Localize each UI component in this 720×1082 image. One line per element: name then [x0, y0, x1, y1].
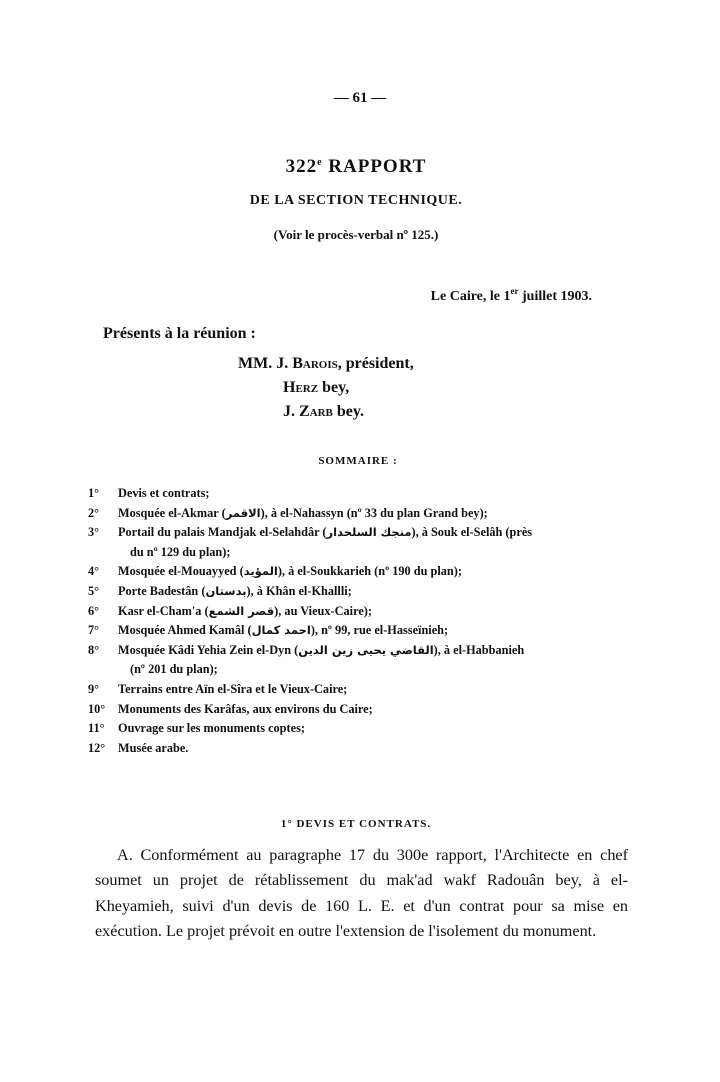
summary-item-text: Mosquée el-Akmar ( [118, 505, 226, 520]
summary-item-text-after: ), nº 99, rue el-Hasseïnieh; [310, 623, 449, 638]
sommaire-heading: SOMMAIRE : [318, 455, 398, 467]
summary-item-arabic: قصر الشمع [208, 603, 275, 618]
summary-item-text: Devis et contrats; [118, 486, 210, 500]
summary-item-text-after: ), à Souk el-Selâh (près [411, 525, 533, 540]
summary-item-text: Mosquée Kâdi Yehia Zein el-Dyn ( [118, 642, 299, 657]
summary-item-text: Porte Badestân ( [118, 583, 206, 598]
presents-label: Présents à la réunion : [103, 325, 256, 342]
summary-item [88, 641, 688, 661]
summary-item-number: 8° [88, 642, 100, 657]
date-line [431, 286, 592, 305]
summary-item [88, 602, 688, 622]
date-before: Le Caire, le 1 [430, 289, 511, 304]
summary-item-number: 9° [88, 681, 100, 696]
summary-item [88, 582, 688, 602]
summary-item-continuation: du nº 129 du plan); [130, 544, 231, 559]
summary-item-text-after: ), à el-Soukkarieh (nº 190 du plan); [277, 564, 462, 579]
summary-item-arabic: احمد كمال [251, 623, 311, 638]
summary-item [88, 523, 688, 543]
member-line [238, 376, 414, 400]
member-name: Herz [283, 379, 319, 396]
proces-verbal-reference: (Voir le procès-verbal nº 125.) [273, 227, 439, 242]
report-number-suffix: e [317, 157, 323, 168]
report-subtitle: DE LA SECTION TECHNIQUE. [249, 193, 463, 208]
section-heading: 1° DEVIS ET CONTRATS. [280, 818, 432, 830]
member-suffix: bey. [332, 403, 365, 420]
summary-item [88, 719, 688, 739]
summary-item-number: 6° [88, 603, 100, 618]
summary-item-number: 1° [88, 486, 100, 500]
date-sup: er [510, 286, 519, 296]
summary-item-text-after: ), à el-Nahassyn (nº 33 du plan Grand bey); [260, 505, 488, 520]
summary-item [88, 484, 688, 504]
summary-item [88, 700, 688, 720]
summary-item-text: Musée arabe. [118, 740, 189, 755]
summary-item-text: Monuments des Karâfas, aux environs du Caire; [118, 701, 373, 716]
summary-item-arabic: المؤيد [243, 564, 278, 579]
member-line [238, 400, 414, 424]
members-list [238, 352, 414, 424]
summary-item-text: Ouvrage sur les monuments coptes; [118, 721, 305, 736]
summary-item-number: 4° [88, 564, 100, 579]
summary-list [88, 484, 688, 758]
summary-item-number: 11° [88, 721, 105, 736]
summary-item-text-after: ), à Khân el-Khallli; [246, 583, 352, 598]
report-number: 322 [285, 156, 318, 177]
body-paragraph [95, 843, 628, 944]
paragraph-text: A. Conformément au paragraphe 17 du 300e rapport, l'Architecte en chef soumet un projet de rétablissement du mak'ad wakf Radouân bey, à el-Kheyamieh, suivi d'un devis de 160 L. E. et d'un contrat pour sa mise en exécution. Le projet prévoit en outre l'extension de l'isolement du monument. [95, 846, 628, 940]
summary-item-text: Kasr el-Cham'a ( [118, 603, 209, 618]
summary-item-arabic: بدستان [205, 583, 247, 598]
report-title-text: RAPPORT [322, 156, 427, 177]
summary-item-arabic: الاقمر [225, 505, 261, 520]
page-number: — 61 — [333, 90, 387, 106]
summary-item-text: Portail du palais Mandjak el-Selahdâr ( [118, 525, 327, 540]
summary-item [88, 562, 688, 582]
summary-item-text: Mosquée el-Mouayyed ( [118, 564, 244, 579]
summary-item [88, 739, 688, 759]
summary-item-number: 10° [88, 701, 106, 716]
summary-item-number: 3° [88, 525, 100, 540]
member-prefix: MM. [238, 355, 277, 372]
summary-item-number: 12° [88, 740, 106, 755]
member-suffix: , président, [337, 355, 414, 372]
summary-item [88, 680, 688, 700]
summary-item-continuation: (nº 201 du plan); [130, 662, 218, 677]
summary-item [88, 621, 688, 641]
member-suffix: bey, [318, 379, 350, 396]
summary-item-arabic: منجك السلحدار [326, 525, 412, 540]
summary-item-text: Terrains entre Aïn el-Sîra et le Vieux-Caire; [118, 681, 348, 696]
summary-item [88, 504, 688, 524]
report-title [0, 156, 712, 178]
summary-item-text-after: ), à el-Habbanieh [433, 642, 525, 657]
summary-item-text-after: ), au Vieux-Caire); [274, 603, 372, 618]
member-name: J. Zarb [283, 403, 333, 420]
member-line [238, 352, 414, 376]
member-name: J. Barois [276, 355, 338, 372]
summary-item-number: 2° [88, 505, 100, 520]
summary-item-number: 7° [88, 623, 100, 638]
summary-item-text: Mosquée Ahmed Kamâl ( [118, 623, 252, 638]
summary-item-number: 5° [88, 583, 100, 598]
date-after: juillet 1903. [518, 289, 592, 304]
summary-item-arabic: القاضي يحيى زين الدين [298, 642, 434, 657]
